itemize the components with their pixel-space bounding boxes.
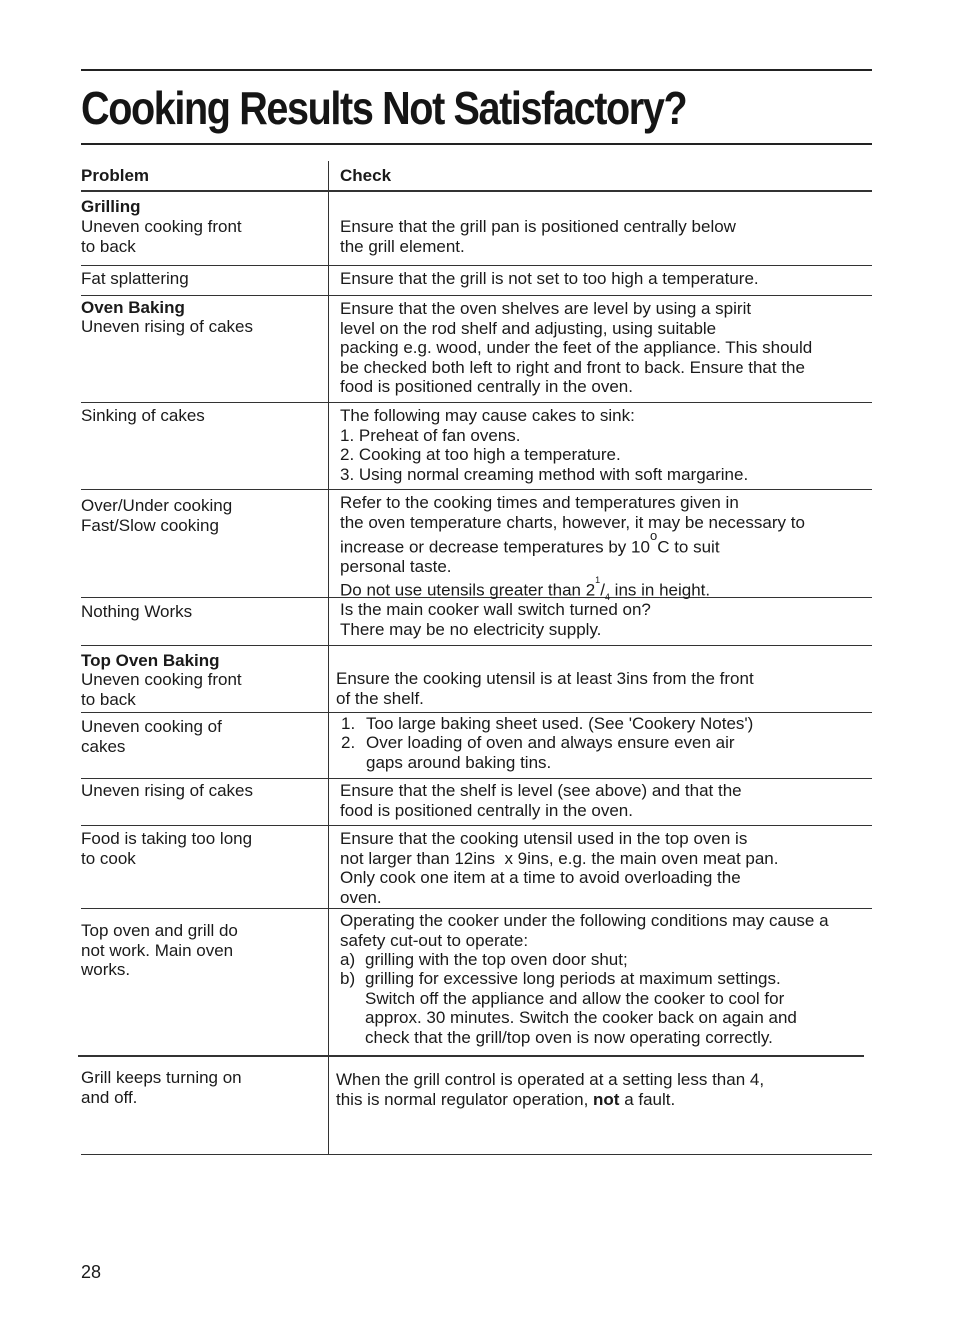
top-rule — [81, 69, 872, 71]
list-item: a) grilling with the top oven door shut; — [340, 950, 628, 969]
check-cell: The following may cause cakes to sink: 1. Preheat of fan ovens. 2. Cooking at too high a temperature. 3. Using normal creaming method with soft margarine. — [340, 406, 749, 484]
problem-cell: Uneven cooking front to back — [81, 670, 242, 709]
check-cell: When the grill control is operated at a setting less than 4, this is normal regulator operation, not a fault. — [336, 1070, 765, 1109]
check-cell: Ensure that the grill pan is positioned centrally below the grill element. — [340, 217, 736, 256]
problem-cell: Food is taking too long to cook — [81, 829, 253, 868]
section-heading-top-oven-baking: Top Oven Baking — [81, 651, 220, 670]
check-cell: Is the main cooker wall switch turned on? There may be no electricity supply. — [340, 600, 651, 639]
check-cell: Ensure that the grill is not set to too high a temperature. — [340, 269, 759, 288]
row-divider — [81, 645, 872, 646]
problem-cell: Over/Under cooking Fast/Slow cooking — [81, 496, 233, 535]
problem-cell: Uneven cooking of cakes — [81, 717, 222, 756]
row-divider — [81, 402, 872, 403]
check-cell: Refer to the cooking times and temperatures given in the oven temperature charts, however, it may be necessary to increase or decrease temperatures by 10$^o$C to suit personal taste. Do not use utensils greater than $2^1/_4$ ins in height. — [340, 493, 805, 603]
problem-cell: Grill keeps turning on and off. — [81, 1068, 242, 1107]
list-item: 2. Over loading of oven and always ensure even air gaps around baking tins. — [341, 733, 735, 772]
problem-cell: Fat splattering — [81, 269, 189, 288]
problem-cell: Uneven cooking front to back — [81, 217, 242, 256]
page-number: 28 — [81, 1262, 102, 1282]
check-cell: Ensure the cooking utensil is at least 3ins from the front of the shelf. — [336, 669, 754, 708]
title-rule — [81, 143, 872, 145]
check-cell: Ensure that the shelf is level (see above) and that the food is positioned centrally in the oven. — [340, 781, 742, 820]
header-rule — [81, 190, 872, 192]
row-divider — [78, 1055, 864, 1057]
check-cell: Operating the cooker under the following conditions may cause a safety cut-out to operate: — [340, 911, 829, 950]
problem-cell: Top oven and grill do not work. Main oven works. — [81, 921, 238, 980]
row-divider — [81, 265, 872, 266]
list-item: b) grilling for excessive long periods at maximum settings. Switch off the appliance and allow the cooker to cool for approx. 30 minutes. Switch the cooker back on again and check that the grill/top oven is now operating correctly. — [340, 969, 797, 1047]
row-divider — [81, 778, 872, 779]
problem-cell: Uneven rising of cakes — [81, 317, 253, 336]
problem-cell: Sinking of cakes — [81, 406, 205, 425]
column-header-check: Check — [340, 166, 392, 185]
check-cell: Ensure that the oven shelves are level by using a spirit level on the rod shelf and adjusting, using suitable packing e.g. wood, under the feet of the appliance. This should be checked both left to right and front to back. Ensure that the food is positioned centrally in the oven. — [340, 299, 813, 397]
section-heading-oven-baking: Oven Baking — [81, 298, 185, 317]
row-divider — [81, 825, 872, 826]
section-heading-grilling: Grilling — [81, 197, 141, 216]
row-divider — [81, 908, 872, 909]
column-header-problem: Problem — [81, 166, 150, 185]
row-divider — [81, 489, 872, 490]
table-bottom-rule — [81, 1154, 872, 1155]
list-item: 1. Too large baking sheet used. (See 'Cookery Notes') — [341, 714, 754, 733]
row-divider — [81, 295, 872, 296]
problem-cell: Nothing Works — [81, 602, 193, 621]
check-cell: Ensure that the cooking utensil used in the top oven is not larger than 12ins x 9ins, e.g. the main oven meat pan. Only cook one item at a time to avoid overloading the oven. — [340, 829, 779, 907]
row-divider — [81, 712, 872, 713]
problem-cell: Uneven rising of cakes — [81, 781, 253, 800]
column-divider — [328, 161, 329, 1155]
page-title: Cooking Results Not Satisfactory? — [81, 82, 687, 134]
